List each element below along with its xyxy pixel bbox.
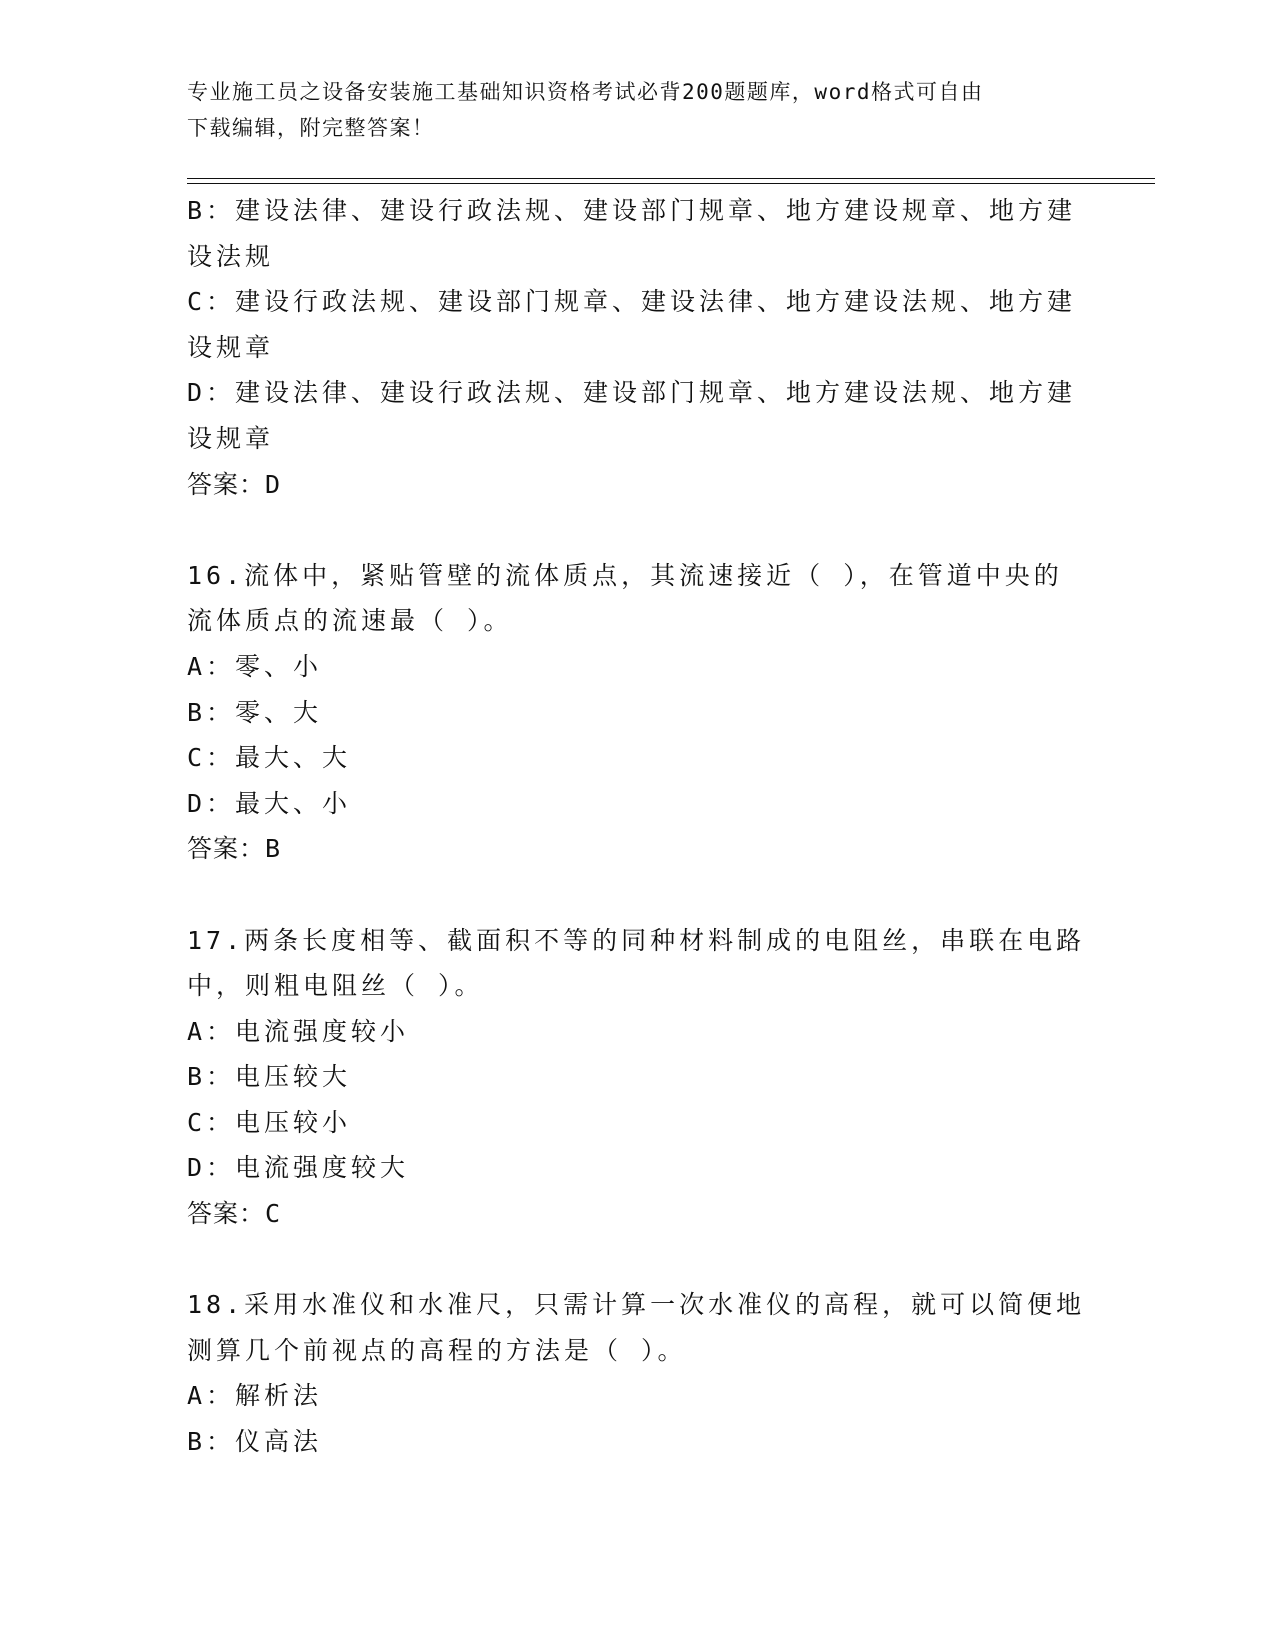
- spacer: [187, 872, 1077, 918]
- question-18-option-a: A：解析法: [187, 1381, 323, 1411]
- answer-15: 答案：D: [187, 469, 282, 499]
- header-line-1: 专业施工员之设备安装施工基础知识资格考试必背200题题库，word格式可自由: [187, 80, 984, 104]
- question-17-option-c: C：电压较小: [187, 1107, 352, 1137]
- option-d-line-2: 设规章: [187, 423, 275, 453]
- question-17-stem-line-1: 17.两条长度相等、截面积不等的同种材料制成的电阻丝，串联在电路: [187, 925, 1086, 955]
- question-17: [187, 918, 1086, 1237]
- option-b-line-1: B：建设法律、建设行政法规、建设部门规章、地方建设规章、地方建: [187, 196, 1077, 225]
- question-16-option-d: D：最大、小: [187, 788, 352, 818]
- option-c-line-2: 设规章: [187, 332, 275, 362]
- question-18-stem-line-1: 18.采用水准仪和水准尺，只需计算一次水准仪的高程，就可以简便地: [187, 1290, 1086, 1320]
- question-17-option-b: B：电压较大: [187, 1062, 352, 1092]
- answer-16: 答案：B: [187, 834, 282, 864]
- question-16-stem-line-2: 流体质点的流速最（ ）。: [187, 606, 513, 636]
- question-17-option-d: D：电流强度较大: [187, 1153, 410, 1183]
- question-16-option-b: B：零、大: [187, 697, 323, 727]
- question-16-stem-line-1: 16.流体中，紧贴管壁的流体质点，其流速接近（ ），在管道中央的: [187, 560, 1063, 590]
- option-d-line-1: D：建设法律、建设行政法规、建设部门规章、地方建设法规、地方建: [187, 378, 1077, 408]
- header-divider-bottom: [187, 183, 1155, 184]
- question-15-continued: [187, 188, 1077, 507]
- question-16-option-a: A：零、小: [187, 651, 323, 681]
- header-divider-top: [187, 178, 1155, 179]
- option-c-line-1: C：建设行政法规、建设部门规章、建设法律、地方建设法规、地方建: [187, 287, 1077, 317]
- answer-17: 答案：C: [187, 1199, 282, 1229]
- question-18: [187, 1282, 1086, 1464]
- question-17-stem-line-2: 中，则粗电阻丝（ ）。: [187, 971, 484, 1001]
- spacer: [187, 1237, 1077, 1283]
- question-16: [187, 553, 1077, 872]
- question-17-option-a: A：电流强度较小: [187, 1016, 410, 1046]
- question-18-stem-line-2: 测算几个前视点的高程的方法是（ ）。: [187, 1335, 687, 1365]
- header-line-2: 下载编辑，附完整答案！: [187, 116, 435, 140]
- question-16-option-c: C：最大、大: [187, 743, 352, 773]
- spacer: [187, 507, 1077, 553]
- option-b-line-2: 设法规: [187, 241, 275, 271]
- document-header: [187, 74, 1067, 146]
- question-18-option-b: B：仪高法: [187, 1427, 323, 1457]
- document-body: [187, 188, 1086, 1465]
